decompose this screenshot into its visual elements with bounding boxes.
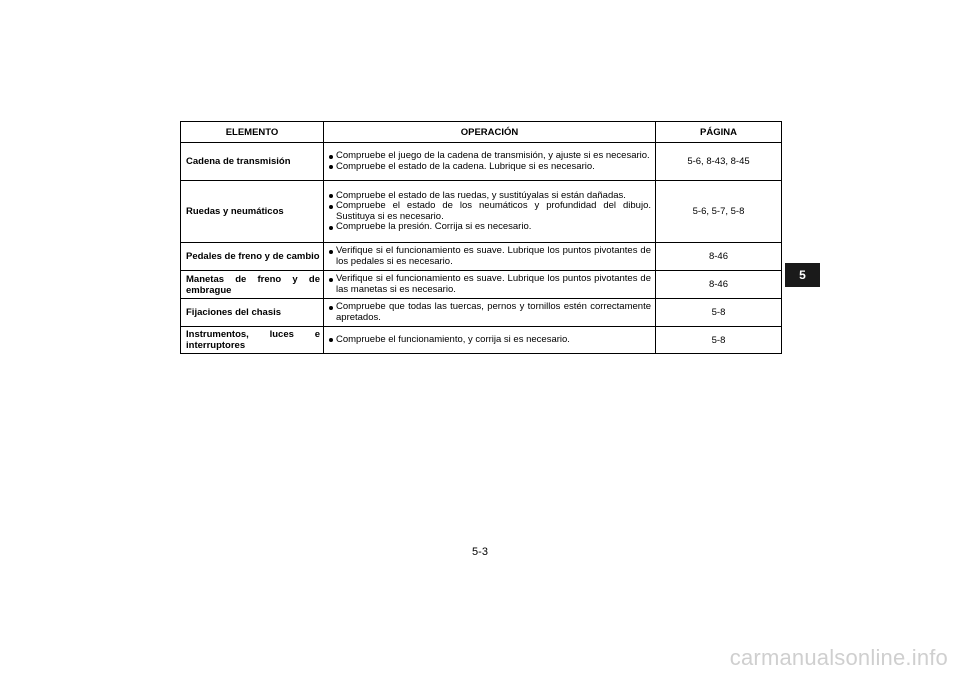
operation-item: Verifique si el funcionamiento es suave. Lubrique los puntos pivotantes de los pedales si es necesario. [329,246,651,267]
maintenance-table [180,121,782,354]
row-operations [324,299,656,327]
bullet-icon [329,306,333,310]
table-row [181,143,782,181]
header-pagina: PÁGINA [656,122,782,143]
operation-item: Compruebe el estado de los neumáticos y profundidad del dibujo. Sustituya si es necesario. [329,201,651,222]
bullet-icon [329,165,333,169]
operation-item: Verifique si el funcionamiento es suave. Lubrique los puntos pivotantes de las manetas si es necesario. [329,274,651,295]
table-row [181,243,782,271]
row-operations [324,271,656,299]
row-operations [324,243,656,271]
row-element: Fijaciones del chasis [181,299,324,327]
operation-item: Compruebe el juego de la cadena de transmisión, y ajuste si es necesario. [329,151,651,162]
section-tab: 5 [785,263,820,287]
row-operations [324,327,656,354]
row-page: 5-8 [656,327,782,354]
bullet-icon [329,155,333,159]
row-element: Cadena de transmisión [181,143,324,181]
operation-item: Compruebe la presión. Corrija si es necesario. [329,222,651,233]
table-row [181,299,782,327]
row-element: Instrumentos, luces e interruptores [181,327,324,354]
header-elemento: ELEMENTO [181,122,324,143]
table-row [181,327,782,354]
row-page: 8-46 [656,243,782,271]
operation-item: Compruebe el estado de las ruedas, y sustitúyalas si están dañadas. [329,191,651,202]
bullet-icon [329,194,333,198]
watermark: carmanualsonline.info [729,645,948,670]
operation-item: Compruebe el estado de la cadena. Lubrique si es necesario. [329,162,651,173]
operation-item: Compruebe el funcionamiento, y corrija si es necesario. [329,335,651,346]
row-page: 8-46 [656,271,782,299]
row-element: Manetas de freno y de embrague [181,271,324,299]
header-operacion: OPERACIÓN [324,122,656,143]
bullet-icon [329,338,333,342]
bullet-icon [329,205,333,209]
row-operations [324,181,656,243]
row-operations [324,143,656,181]
row-element: Ruedas y neumáticos [181,181,324,243]
table-row [181,181,782,243]
table-row [181,271,782,299]
row-element: Pedales de freno y de cambio [181,243,324,271]
row-page: 5-6, 8-43, 8-45 [656,143,782,181]
row-page: 5-8 [656,299,782,327]
bullet-icon [329,278,333,282]
table-header-row [181,122,782,143]
row-page: 5-6, 5-7, 5-8 [656,181,782,243]
page-number: 5-3 [472,546,488,558]
operation-item: Compruebe que todas las tuercas, pernos y tornillos estén correctamente apretados. [329,302,651,323]
bullet-icon [329,250,333,254]
bullet-icon [329,226,333,230]
